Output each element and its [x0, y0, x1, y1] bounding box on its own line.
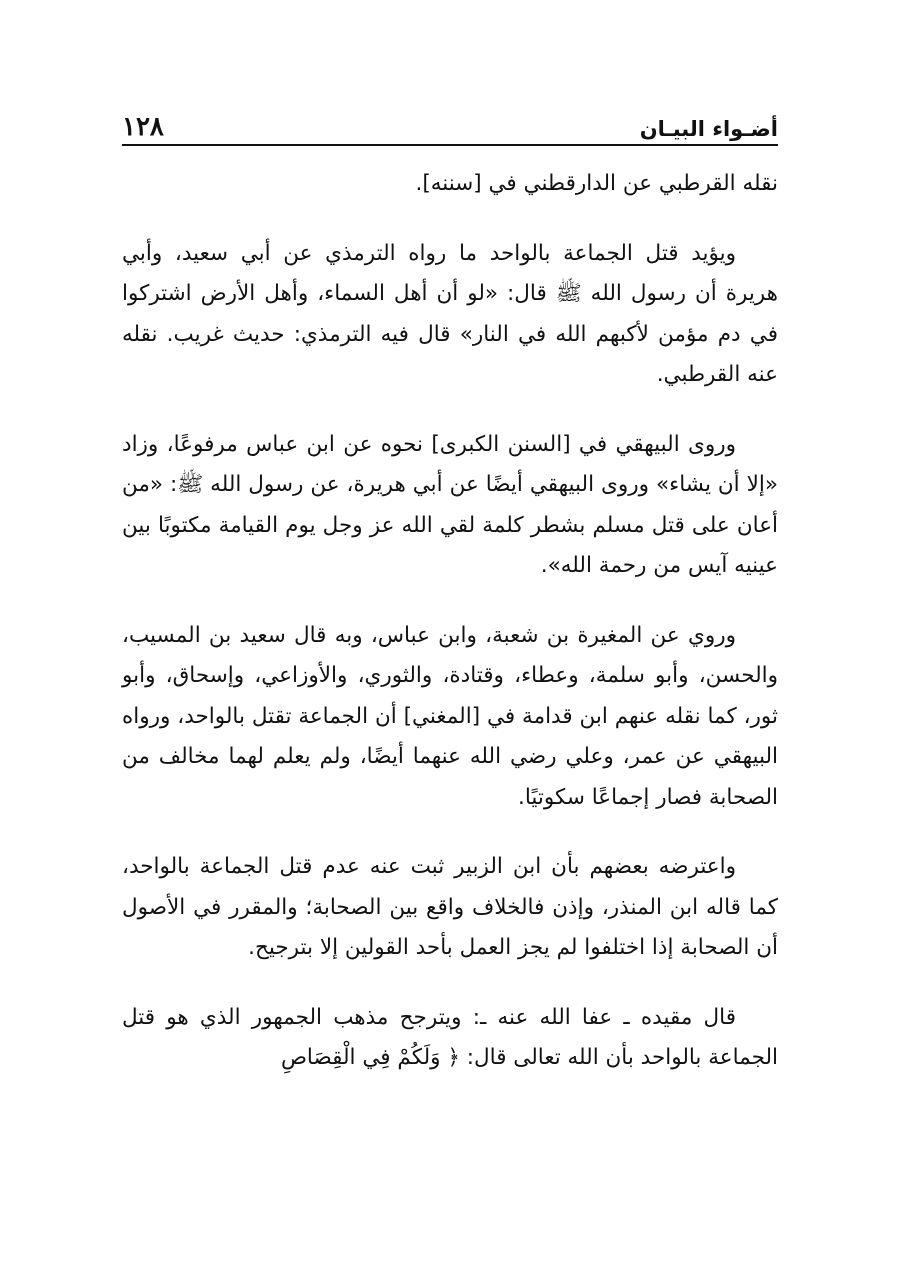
- page-header: [122, 100, 778, 146]
- paragraph-3: وروى البيهقي في [السنن الكبرى] نحوه عن ابن عباس مرفوعًا، وزاد «إلا أن يشاء» وروى البيهقي أيضًا عن أبي هريرة، عن رسول الله ﷺ: «من أعان على قتل مسلم بشطر كلمة لقي الله عز وجل يوم القيامة مكتوبًا بين عينيه آيس من رحمة الله».: [122, 431, 778, 578]
- paragraph-6: قال مقيده ـ عفا الله عنه ـ: ويترجح مذهب الجمهور الذي هو قتل الجماعة بالواحد بأن الله تعالى قال: ﴿ وَلَكُمْ فِي الْقِصَاصِ: [122, 1004, 778, 1070]
- page-body: [122, 164, 778, 1079]
- book-title: أضـواء البيـان: [639, 117, 778, 141]
- page: [122, 100, 778, 1079]
- paragraph-4: وروي عن المغيرة بن شعبة، وابن عباس، وبه قال سعيد بن المسيب، والحسن، وأبو سلمة، وعطاء، وقتادة، والثوري، والأوزاعي، وإسحاق، وأبو ثور، كما نقله عنهم ابن قدامة في [المغني] أن الجماعة تقتل بالواحد، ورواه البيهقي عن عمر، وعلي رضي الله عنهما أيضًا، ولم يعلم لهما مخالف من الصحابة فصار إجماعًا سكوتيًا.: [122, 622, 778, 810]
- paragraph-2: ويؤيد قتل الجماعة بالواحد ما رواه الترمذي عن أبي سعيد، وأبي هريرة أن رسول الله ﷺ قال: «لو أن أهل السماء، وأهل الأرض اشتركوا في دم مؤمن لأكبهم الله في النار» قال فيه الترمذي: حديث غريب. نقله عنه القرطبي.: [122, 240, 778, 387]
- paragraph-1: نقله القرطبي عن الدارقطني في [سننه].: [415, 171, 778, 196]
- paragraph-5: واعترضه بعضهم بأن ابن الزبير ثبت عنه عدم قتل الجماعة بالواحد، كما قاله ابن المنذر، وإذن فالخلاف واقع بين الصحابة؛ والمقرر في الأصول أن الصحابة إذا اختلفوا لم يجز العمل بأحد القولين إلا بترجيح.: [122, 854, 778, 960]
- page-number: ١٢٨: [122, 112, 164, 142]
